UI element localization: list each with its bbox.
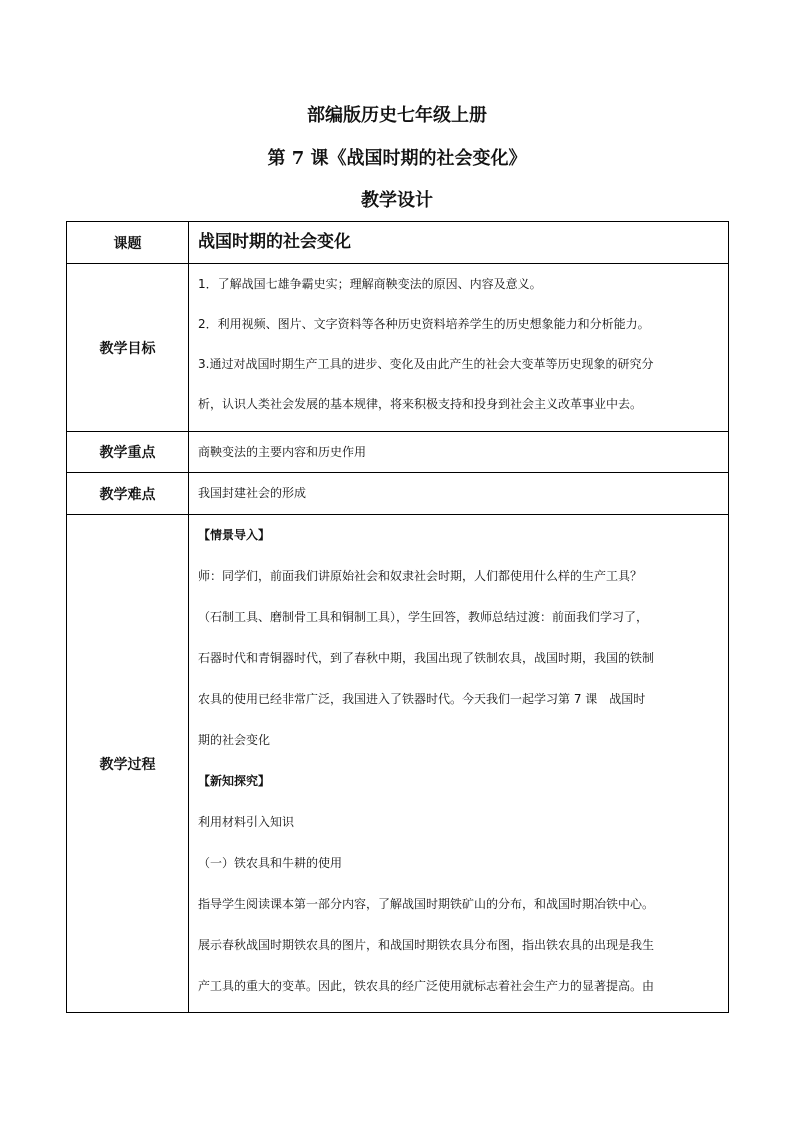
topic-cell bbox=[189, 222, 729, 264]
key-points-cell bbox=[189, 432, 729, 473]
lesson-title: 第 7 课《战国时期的社会变化》 bbox=[267, 148, 527, 169]
process-line: 期的社会变化 bbox=[198, 733, 271, 747]
process-line: 指导学生阅读课本第一部分内容，了解战国时期铁矿山的分布，和战国时期冶铁中心。 bbox=[198, 897, 655, 911]
goal-line: 1．了解战国七雄争霸史实；理解商鞅变法的原因、内容及意义。 bbox=[198, 277, 542, 291]
table-row-goals bbox=[67, 264, 729, 432]
difficulties-label: 教学难点 bbox=[67, 473, 189, 515]
table-row-difficulties bbox=[67, 473, 729, 515]
table-row-process bbox=[67, 515, 729, 1013]
process-line: 石器时代和青铜器时代，到了春秋中期，我国出现了铁制农具，战国时期，我国的铁制 bbox=[198, 651, 655, 665]
topic-value: 战国时期的社会变化 bbox=[198, 232, 351, 252]
difficulties-value: 我国封建社会的形成 bbox=[198, 486, 307, 500]
topic-label: 课题 bbox=[67, 222, 189, 264]
lesson-plan-table bbox=[66, 221, 729, 1013]
process-line: 农具的使用已经非常广泛，我国进入了铁器时代。今天我们一起学习第 7 课 战国时 bbox=[198, 692, 646, 706]
process-line: 利用材料引入知识 bbox=[198, 815, 295, 829]
table-row-key-points bbox=[67, 432, 729, 473]
process-line: （一）铁农具和牛耕的使用 bbox=[198, 856, 343, 870]
goals-label: 教学目标 bbox=[67, 264, 189, 432]
goals-cell bbox=[189, 264, 729, 432]
key-points-value: 商鞅变法的主要内容和历史作用 bbox=[198, 445, 367, 459]
key-points-label: 教学重点 bbox=[67, 432, 189, 473]
goal-line: 析，认识人类社会发展的基本规律，将来积极支持和投身到社会主义改革事业中去。 bbox=[198, 397, 643, 411]
difficulties-cell bbox=[189, 473, 729, 515]
table-row-topic bbox=[67, 222, 729, 264]
section-heading: 【情景导入】 bbox=[198, 528, 271, 542]
process-line: 展示春秋战国时期铁农具的图片，和战国时期铁农具分布图，指出铁农具的出现是我生 bbox=[198, 938, 655, 952]
goal-line: 3.通过对战国时期生产工具的进步、变化及由此产生的社会大变革等历史现象的研究分 bbox=[198, 357, 654, 371]
goal-line: 2．利用视频、图片、文字资料等各种历史资料培养学生的历史想象能力和分析能力。 bbox=[198, 317, 650, 331]
process-line: 产工具的重大的变革。因此，铁农具的经广泛使用就标志着社会生产力的显著提高。由 bbox=[198, 979, 655, 993]
process-line: 师：同学们，前面我们讲原始社会和奴隶社会时期，人们都使用什么样的生产工具？ bbox=[198, 569, 643, 583]
document-subtitle: 教学设计 bbox=[361, 190, 433, 211]
process-cell bbox=[189, 515, 729, 1013]
section-heading: 【新知探究】 bbox=[198, 774, 271, 788]
document-title: 部编版历史七年级上册 bbox=[307, 105, 487, 126]
process-line: （石制工具、磨制骨工具和铜制工具），学生回答，教师总结过渡：前面我们学习了， bbox=[198, 610, 649, 624]
process-label: 教学过程 bbox=[67, 515, 189, 1013]
